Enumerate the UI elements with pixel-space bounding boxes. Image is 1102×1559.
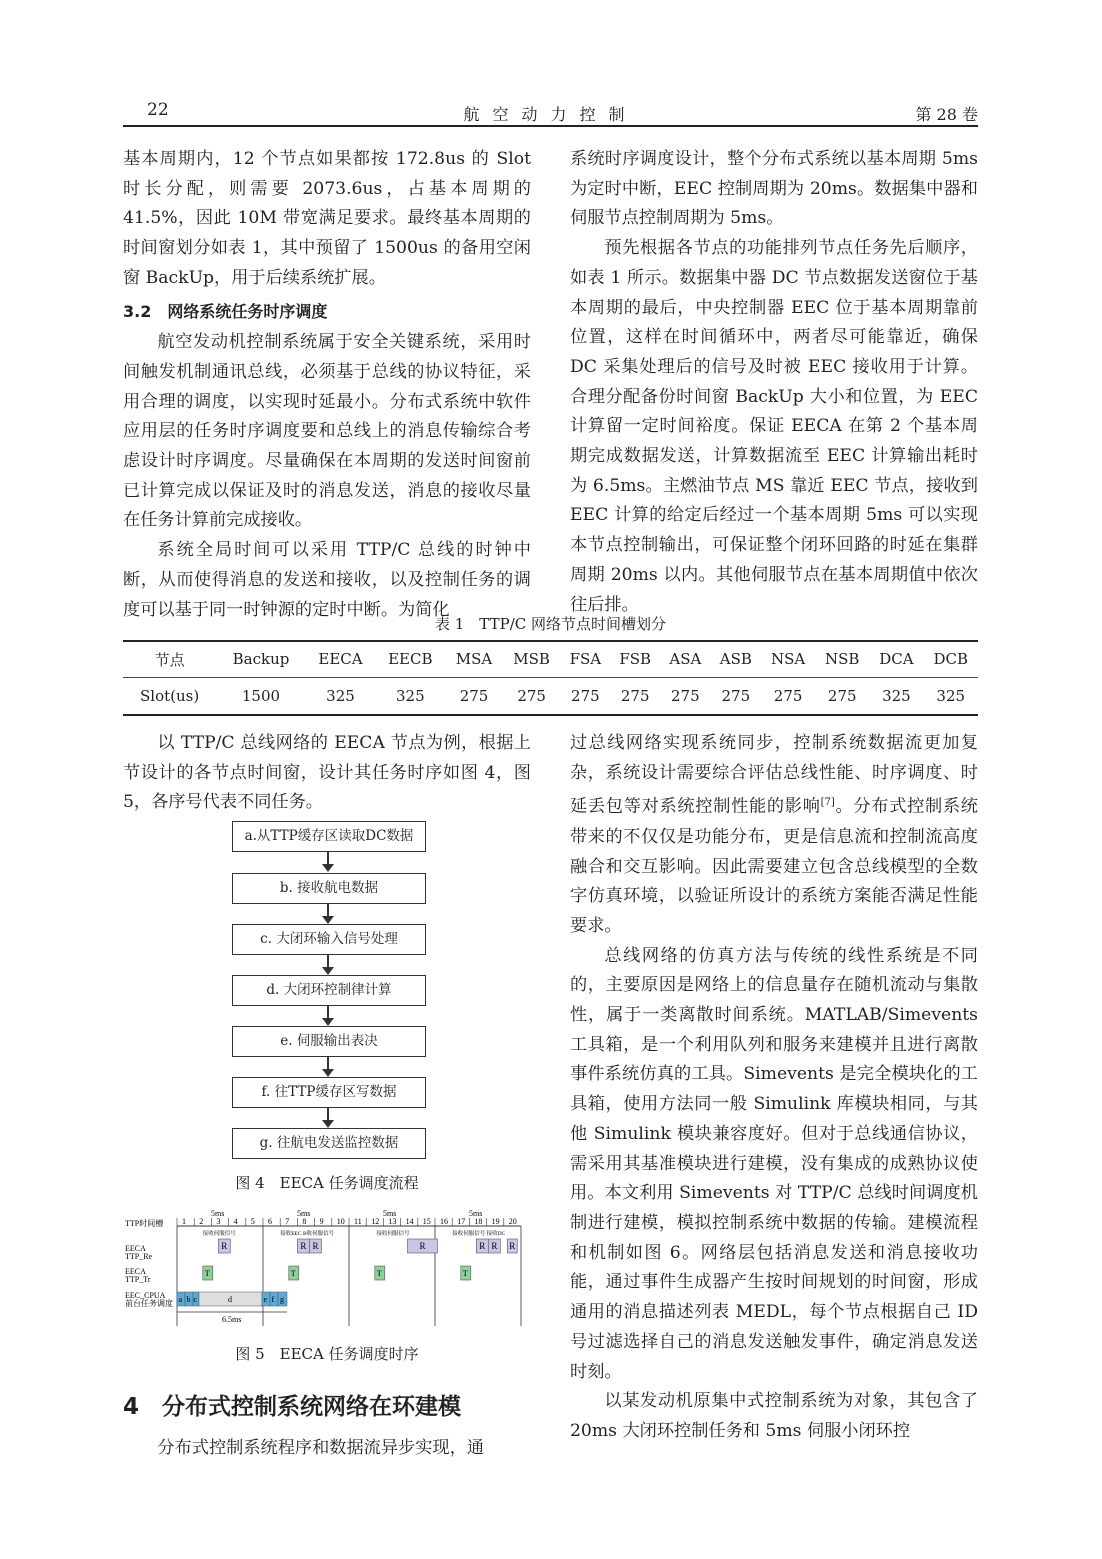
task-label: g — [280, 1295, 284, 1304]
paragraph: 分布式控制系统程序和数据流异步实现，通 — [157, 1438, 484, 1458]
slot-label: 14 — [405, 1217, 414, 1226]
text-span: 。分布式控制系统带来的不仅仅是功能分布，更是信息流和控制流高度融合和交互影响。因此需要建立包含总线模型的全数字仿真环境，以验证所设计的系统方案能否满足性能要求。 — [570, 797, 978, 936]
recv-label: 接收伺服信号 — [202, 1231, 236, 1237]
recv-block-label: R — [419, 1241, 426, 1251]
slot-label: 15 — [422, 1217, 431, 1226]
send-block-label: T — [290, 1269, 296, 1278]
table-header-cell: ASA — [660, 641, 710, 678]
row-label: TTP时间槽 — [125, 1219, 164, 1228]
task-label: a — [178, 1295, 183, 1304]
slot-label: 19 — [491, 1217, 500, 1226]
table-caption: 表 1 TTP/C 网络节点时间槽划分 — [435, 615, 666, 633]
slot-label: 18 — [474, 1217, 483, 1226]
table-cell: 275 — [721, 687, 751, 705]
recv-block-label: R — [491, 1241, 498, 1251]
figure-5-caption: 图 5 EECA 任务调度时序 — [235, 1345, 419, 1363]
task-label: d — [228, 1295, 232, 1304]
table-cell: 325 — [326, 687, 355, 705]
paragraph: 总线网络的仿真方法与传统的线性系统是不同的，主要原因是网络上的信息量存在随机流动与集散性，属于一类离散时间系统。MATLAB/Simevents 工具箱，是一个利用队列和服务来建模并且进行离散事件系统仿真的工具。Simevents 是完全模块化的工具箱，使用方法同一般 Simulink 库模块相同，与其他 Simulink 模块兼容度好。但对于总线通信协议，需采用其基准模块进行建模，没有集成的成熟协议使用。本文利用 Simevents 对 TTP/C 总线时间调度机制进行建模，模拟控制系统中数据的传输。建模流程和机制如图 6。网络层包括消息发送和消息接收功能，通过事件生成器产生按时间规划的时间窗，形成通用的消息描述列表 MEDL，每个节点根据自己 ID 号过滤选择自己的消息发送触发事件，确定消息发送时刻。 — [570, 945, 978, 1382]
recv-block-label: R — [509, 1241, 516, 1251]
table-cell: 325 — [936, 687, 966, 705]
recv-block-label: R — [300, 1241, 307, 1251]
journal-title: 航空动力控制 — [463, 105, 638, 124]
row-label: EEC_CPUA — [125, 1291, 166, 1300]
table-cell: 325 — [395, 687, 425, 705]
paragraph: 以某发动机原集中式控制系统为对象，其包含了 20ms 大闭环控制任务和 5ms 伺服小闭环控 — [570, 1391, 978, 1441]
task-label: e — [263, 1295, 268, 1304]
volume-label: 第 28 卷 — [915, 105, 978, 124]
table-1 — [123, 641, 978, 714]
arrow-head-icon — [322, 864, 334, 872]
slot-label: 20 — [508, 1217, 517, 1226]
task-label: f — [271, 1295, 275, 1304]
right-column-top — [570, 145, 978, 620]
slot-label: 11 — [354, 1217, 362, 1226]
table-header-cell: NSA — [761, 641, 815, 678]
table-cell: 275 — [827, 687, 857, 705]
period-label: 5ms — [383, 1209, 397, 1218]
duration-label: 6.5ms — [222, 1315, 242, 1324]
slot-label: 8 — [302, 1217, 307, 1226]
figure-5-timing-diagram — [123, 1204, 533, 1334]
recv-label: 接收EEC B收伺服信号 — [280, 1231, 335, 1237]
table-cell: 325 — [882, 687, 911, 705]
send-block-label: T — [204, 1269, 210, 1278]
send-block-label: T — [376, 1269, 382, 1278]
slot-label: 17 — [457, 1217, 466, 1226]
arrow-head-icon — [322, 967, 334, 975]
slot-label: 6 — [268, 1217, 272, 1226]
flow-box-f: f. 往TTP缓存区写数据 — [232, 1077, 426, 1108]
table-header-cell: NSB — [815, 641, 869, 678]
slot-label: 2 — [199, 1217, 204, 1226]
header-rule — [123, 125, 978, 127]
table-header-cell: MSB — [503, 641, 561, 678]
table-bottom-rule — [123, 714, 978, 716]
send-block-label: T — [462, 1269, 468, 1278]
table-header-cell: EECB — [375, 641, 445, 678]
row-label: TTP_Tr — [125, 1275, 151, 1284]
row-label: EECA — [125, 1267, 146, 1276]
flow-box-g: g. 往航电发送监控数据 — [232, 1128, 426, 1159]
flow-box-e: e. 伺服输出表决 — [232, 1026, 426, 1057]
table-header-cell: DCA — [869, 641, 923, 678]
recv-label: 接收伺服信号 — [376, 1231, 410, 1237]
table-header-cell: Backup — [216, 641, 305, 678]
period-label: 5ms — [211, 1209, 225, 1218]
paragraph: 以 TTP/C 总线网络的 EECA 节点为例，根据上节设计的各节点时间窗，设计其任务时序如图 4，图 5，各序号代表不同任务。 — [123, 733, 531, 813]
slot-label: 9 — [319, 1217, 324, 1226]
left-column-mid — [123, 729, 531, 818]
page-header — [123, 96, 978, 126]
table-header-row — [123, 641, 978, 678]
flow-box-a: a.从TTP缓存区读取DC数据 — [232, 821, 426, 852]
left-column-bottom — [123, 1434, 531, 1464]
task-label: b — [186, 1295, 191, 1304]
row-label: EECA — [125, 1244, 146, 1253]
period-label: 5ms — [297, 1209, 311, 1218]
paragraph: 系统时序调度设计，整个分布式系统以基本周期 5ms 为定时中断，EEC 控制周期为 20ms。数据集中器和伺服节点控制周期为 5ms。 — [570, 149, 978, 229]
arrow-head-icon — [322, 916, 334, 924]
flow-box-c: c. 大闭环输入信号处理 — [232, 924, 426, 955]
paragraph: 系统全局时间可以采用 TTP/C 总线的时钟中断，从而使得消息的发送和接收，以及控制任务的调度可以基于同一时钟源的定时中断。为简化 — [123, 540, 531, 620]
section-heading-3-2: 3.2 网络系统任务时序调度 — [123, 301, 328, 321]
figure-4-caption: 图 4 EECA 任务调度流程 — [235, 1174, 419, 1192]
table-cell: Slot(us) — [140, 687, 200, 705]
row-label: TTP_Re — [125, 1252, 153, 1261]
table-cell: 275 — [671, 687, 700, 705]
recv-block-label: R — [479, 1241, 486, 1251]
table-row — [123, 678, 978, 715]
table-cell: 275 — [620, 687, 650, 705]
task-label: c — [193, 1295, 198, 1304]
flow-box-d: d. 大闭环控制律计算 — [232, 975, 426, 1006]
paragraph: 预先根据各节点的功能排列节点任务先后顺序，如表 1 所示。数据集中器 DC 节点数据发送窗位于基本周期的最后，中央控制器 EEC 位于基本周期靠前位置，这样在时间循环中，两者尽可能靠近，确保 DC 采集处理后的信号及时被 EEC 接收用于计算。合理分配备份时间窗 BackUp 大小和位置，为 EEC 计算留一定时间裕度。保证 EECA 在第 2 个基本周期完成数据发送，计算数据流至 EEC 计算输出耗时为 6.5ms。主燃油节点 MS 靠近 EEC 节点，接收到 EEC 计算的给定后经过一个基本周期 5ms 可以实现本节点控制输出，可保证整个闭环回路的时延在集群周期 20ms 以内。其他伺服节点在基本周期值中依次往后排。 — [570, 238, 978, 615]
table-cell: 275 — [571, 687, 600, 705]
recv-block-label: R — [221, 1241, 228, 1251]
paragraph: 基本周期内，12 个节点如果都按 172.8us 的 Slot 时长分配，则需要 2073.6us，占基本周期的 41.5%，因此 10M 带宽满足要求。最终基本周期的时间窗划分如表 1，其中预留了 1500us 的备用空闲窗 BackUp，用于后续系统扩展。 — [123, 149, 531, 288]
table-cell: 1500 — [241, 687, 281, 705]
slot-label: 4 — [233, 1217, 238, 1226]
slot-label: 3 — [216, 1217, 221, 1226]
arrow-head-icon — [322, 1120, 334, 1128]
slot-label: 12 — [371, 1217, 380, 1226]
table-header-cell: FSB — [610, 641, 660, 678]
page-number: 22 — [147, 100, 169, 120]
table-header-cell: DCB — [923, 641, 978, 678]
table-cell: 275 — [517, 687, 546, 705]
slot-label: 16 — [440, 1217, 448, 1226]
text-span: 过总线网络实现系统同步，控制系统数据流更加复杂，系统设计需要综合评估总线性能、时序调度、时延丢包等对系统控制性能的影响 — [570, 733, 978, 818]
table-header-cell: ASB — [711, 641, 762, 678]
table-header-cell: 节点 — [123, 641, 216, 678]
table-header-cell: FSA — [561, 641, 611, 678]
paragraph: 航空发动机控制系统属于安全关键系统，采用时间触发机制通讯总线，必须基于总线的协议特征，采用合理的调度，以实现时延最小。分布式系统中软件应用层的任务时序调度要和总线上的消息传输综合考虑设计时序调度。尽量确保在本周期的发送时间窗前已计算完成以保证及时的消息发送，消息的接收尽量在任务计算前完成接收。 — [123, 332, 531, 531]
paragraph — [570, 729, 978, 942]
arrow-head-icon — [322, 1069, 334, 1077]
section-heading-4: 4 分布式控制系统网络在环建模 — [123, 1394, 462, 1420]
table-cell: 275 — [773, 687, 803, 705]
citation: [7] — [820, 797, 835, 809]
flow-box-b: b. 接收航电数据 — [232, 873, 426, 904]
row-label: 前台任务调度 — [125, 1299, 173, 1308]
left-column-top — [123, 145, 531, 625]
table-header-cell: MSA — [445, 641, 502, 678]
table-header-cell: EECA — [306, 641, 376, 678]
slot-label: 5 — [250, 1217, 255, 1226]
table-cell: 275 — [459, 687, 489, 705]
period-label: 5ms — [469, 1209, 483, 1218]
slot-label: 10 — [336, 1217, 345, 1226]
slot-label: 13 — [388, 1217, 397, 1226]
arrow-head-icon — [322, 1018, 334, 1026]
right-column-bottom — [570, 729, 978, 1447]
recv-block-label: R — [312, 1241, 319, 1251]
recv-label: 接收伺服信号 接收DC — [452, 1231, 506, 1237]
slot-label: 1 — [182, 1217, 186, 1226]
slot-label: 7 — [285, 1217, 290, 1226]
